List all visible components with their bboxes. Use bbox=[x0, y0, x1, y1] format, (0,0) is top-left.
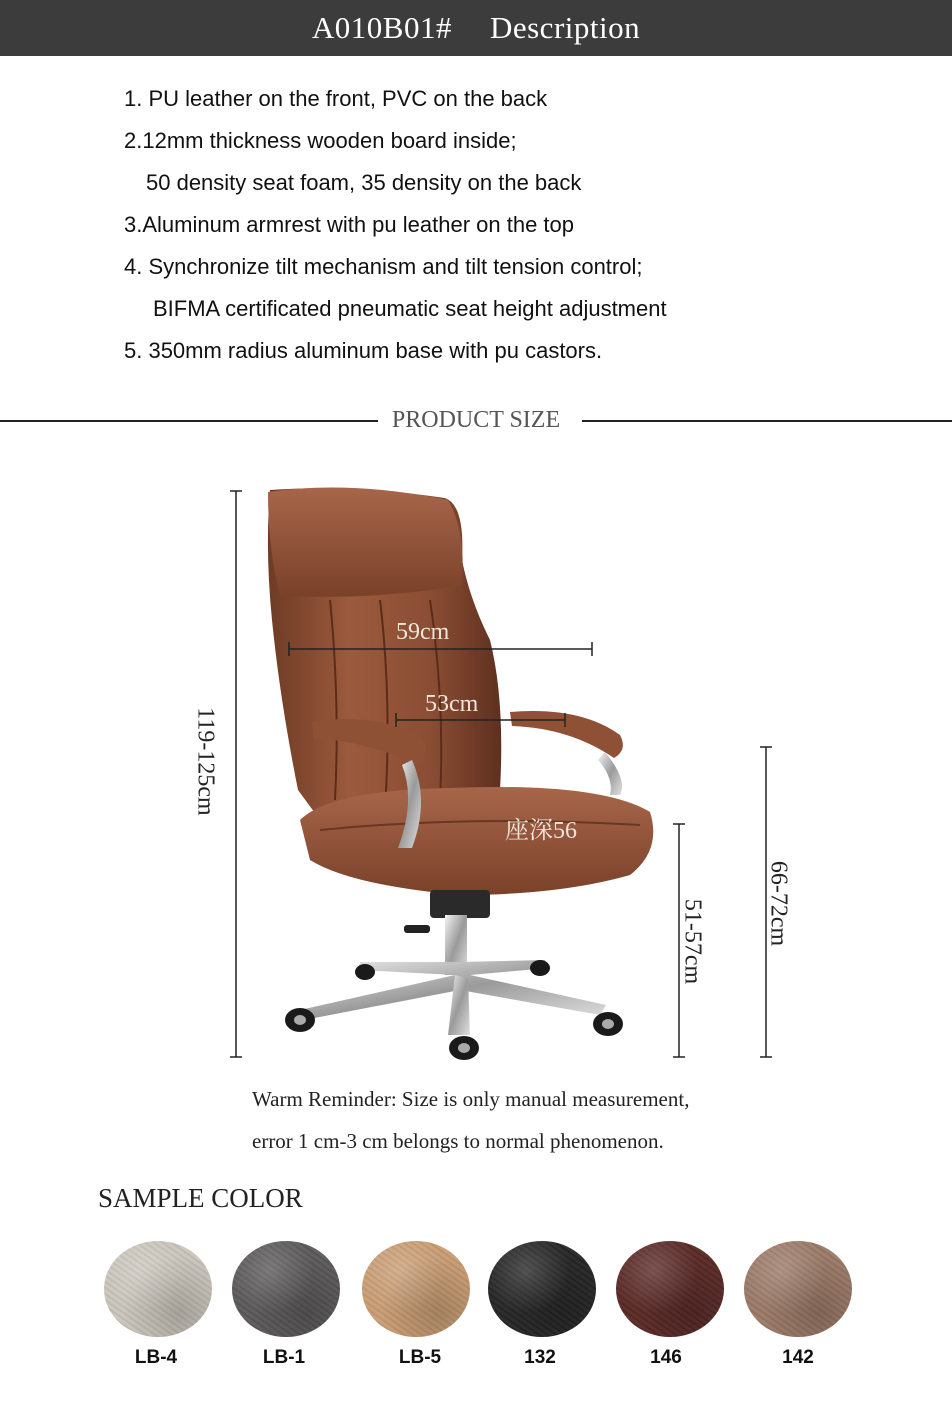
reminder-line-1: Warm Reminder: Size is only manual measurement, bbox=[252, 1087, 690, 1111]
product-size-divider bbox=[0, 405, 952, 437]
chair-headrest bbox=[268, 488, 463, 597]
castor bbox=[530, 960, 550, 976]
swatch-146 bbox=[616, 1241, 724, 1337]
chair-armrest-right-support bbox=[598, 752, 622, 795]
product-code: A010B01# bbox=[311, 10, 452, 45]
label-seat-height: 51-57cm bbox=[679, 898, 706, 985]
swatch-lb-1 bbox=[232, 1241, 340, 1337]
swatch-label-lb-4: LB-4 bbox=[134, 1347, 178, 1368]
swatch-label-lb-1: LB-1 bbox=[262, 1347, 306, 1368]
chair-lever bbox=[404, 925, 430, 933]
label-width-back: 59cm bbox=[396, 619, 450, 645]
description-line-3: 50 density seat foam, 35 density on the back bbox=[146, 170, 582, 195]
label-total-height: 119-125cm bbox=[192, 707, 219, 816]
description-line-2: 2.12mm thickness wooden board inside; bbox=[124, 128, 517, 153]
castor bbox=[458, 1043, 470, 1053]
swatch-label-146: 146 bbox=[650, 1347, 682, 1368]
description-line-6: BIFMA certificated pneumatic seat height adjustment bbox=[153, 296, 667, 321]
description-line-5: 4. Synchronize tilt mechanism and tilt tension control; bbox=[124, 254, 643, 279]
chair-armrest-right bbox=[510, 711, 623, 758]
swatch-label-lb-5: LB-5 bbox=[398, 1347, 442, 1368]
castor bbox=[294, 1015, 306, 1025]
chair-illustration bbox=[0, 440, 952, 1080]
swatch-132 bbox=[488, 1241, 596, 1337]
header-title: Description bbox=[489, 10, 641, 45]
header-bar bbox=[0, 0, 952, 56]
description-line-7: 5. 350mm radius aluminum base with pu castors. bbox=[124, 338, 603, 363]
castor bbox=[355, 964, 375, 980]
swatch-label-132: 132 bbox=[524, 1347, 556, 1368]
chair-seat bbox=[300, 787, 653, 895]
product-size-title: PRODUCT SIZE bbox=[391, 407, 561, 433]
chair-mechanism bbox=[430, 890, 490, 918]
sample-color-title: SAMPLE COLOR bbox=[98, 1183, 303, 1213]
description-line-1: 1. PU leather on the front, PVC on the back bbox=[124, 86, 548, 111]
swatch-142 bbox=[744, 1241, 852, 1337]
reminder-line-2: error 1 cm-3 cm belongs to normal phenomenon. bbox=[252, 1129, 664, 1153]
label-seat-depth: 座深56 bbox=[505, 818, 577, 844]
swatch-lb-4 bbox=[104, 1241, 212, 1337]
swatch-lb-5 bbox=[362, 1241, 470, 1337]
castor bbox=[602, 1019, 614, 1029]
description-line-4: 3.Aluminum armrest with pu leather on the top bbox=[124, 212, 575, 237]
label-arm-height: 66-72cm bbox=[765, 860, 792, 947]
swatch-label-142: 142 bbox=[782, 1347, 814, 1368]
label-width-seat: 53cm bbox=[425, 691, 479, 717]
